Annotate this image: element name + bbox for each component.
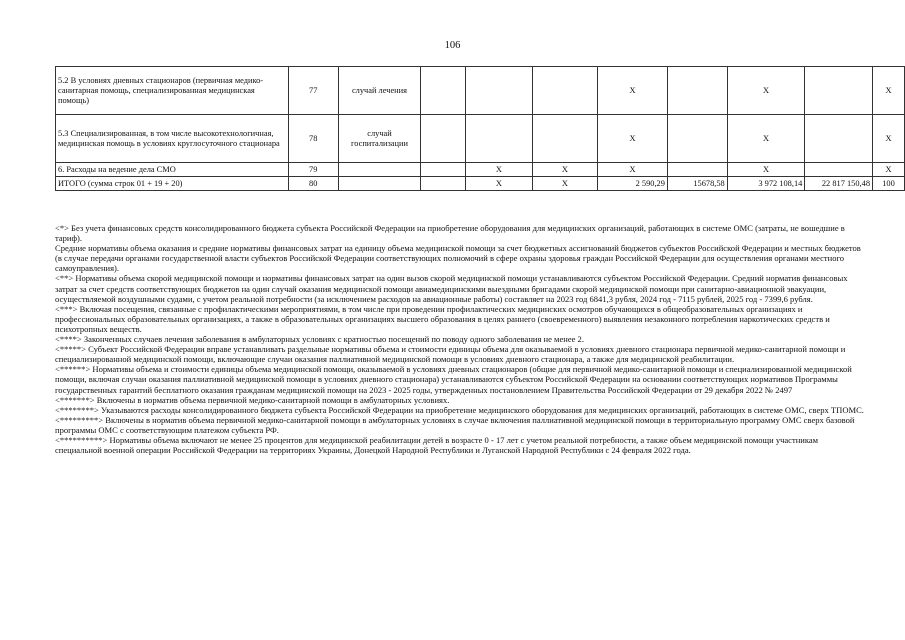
row-name: 5.3 Специализированная, в том числе высокотехнологичная, медицинская помощь в условиях круглосуточного стационара <box>56 115 289 163</box>
footnote: <***> Включая посещения, связанные с профилактическими мероприятиями, в том числе при проведении профилактических медицинских осмотров обучающихся в общеобразовательных организациях и профессиональных образовательных организациях, а также в образовательных организациях высшего образования в целях раннего (своевременного) выявления незаконного потребления наркотических средств и психотропных веществ. <box>55 303 830 334</box>
table-cell: X <box>466 163 533 177</box>
table-cell <box>421 163 466 177</box>
table-cell: 100 <box>873 177 905 191</box>
row-code: 78 <box>288 115 338 163</box>
table-cell: X <box>532 163 598 177</box>
row-unit: случай госпитализации <box>338 115 421 163</box>
table-cell <box>421 115 466 163</box>
table-cell <box>466 67 533 115</box>
footnote: <*********> Включены в норматив объема первичной медико-санитарной помощи в амбулаторных условиях в случае включения паллиативной медицинской помощи в территориальную программу ОМС сверх базовой программы ОМС с соответствующим платежом субъекта РФ. <box>55 414 855 435</box>
table-cell <box>667 163 727 177</box>
table-cell <box>421 67 466 115</box>
table-row <box>56 115 905 163</box>
footnote: Средние нормативы объема оказания и средние нормативы финансовых затрат на единицу объема медицинской помощи за счет бюджетных ассигнований бюджетов субъектов Российской Федерации и местных бюджетов (в случае передачи органами государственной власти субъектов Российской Федерации соответствующих полномочий в сфере охраны здоровья граждан Российской Федерации для осуществления органами местного самоуправления). <box>55 243 861 274</box>
row-name: 6. Расходы на ведение дела СМО <box>56 163 289 177</box>
row-code: 79 <box>288 163 338 177</box>
footnote: <*******> Включены в норматив объема первичной медико-санитарной помощи в амбулаторных условиях. <box>55 394 450 405</box>
row-code: 80 <box>288 177 338 191</box>
row-unit <box>338 163 421 177</box>
footnote: <**> Нормативы объема скорой медицинской помощи и нормативы финансовых затрат на один вызов скорой медицинской помощи устанавливаются субъектом Российской Федерации. Средний норматив финансовых затрат за счет средств соответствующих бюджетов на один случай оказания медицинской помощи авиамедицинскими выездными бригадами скорой медицинской помощи при санитарно-авиационной эвакуации, осуществляемой воздушными судами, с учетом реальной потребности (за исключением расходов на авиационные работы) составляет на 2023 год 6841,3 рубля, 2024 год - 7115 рублей, 2025 год - 7399,6 рубля. <box>55 273 848 304</box>
table-cell <box>805 115 873 163</box>
table-cell: X <box>727 163 805 177</box>
table-cell: X <box>466 177 533 191</box>
table-cell <box>805 67 873 115</box>
table-cell <box>532 115 598 163</box>
table-cell: 3 972 108,14 <box>727 177 805 191</box>
table-cell: X <box>873 115 905 163</box>
table-cell: X <box>873 163 905 177</box>
row-name: ИТОГО (сумма строк 01 + 19 + 20) <box>56 177 289 191</box>
table-cell <box>466 115 533 163</box>
footnote: <****> Законченных случаев лечения заболевания в амбулаторных условиях с кратностью посещений по поводу одного заболевания не менее 2. <box>55 334 584 345</box>
table-cell <box>667 67 727 115</box>
financing-table <box>55 66 905 191</box>
table-cell: X <box>873 67 905 115</box>
footnote: <********> Указываются расходы консолидированного бюджета субъекта Российской Федерации на приобретение медицинского оборудования для медицинских организаций, работающих в системе ОМС, сверх ТПОМС. <box>55 404 864 415</box>
table-cell: X <box>598 67 668 115</box>
table-row <box>56 163 905 177</box>
row-code: 77 <box>288 67 338 115</box>
table-cell: X <box>598 163 668 177</box>
footnote: <*> Без учета финансовых средств консолидированного бюджета субъекта Российской Федерации на приобретение оборудования для медицинских организаций, работающих в системе ОМС (затраты, не вошедшие в тариф). <box>55 223 845 244</box>
row-name: 5.2 В условиях дневных стационаров (первичная медико-санитарная помощь, специализированная медицинская помощь) <box>56 67 289 115</box>
footnote: <**********> Нормативы объема включают не менее 25 процентов для медицинской реабилитации детей в возрасте 0 - 17 лет с учетом реальной потребности, а также объем медицинской помощи участникам специальной военной операции Российской Федерации на территориях Украины, Донецкой Народной Республики и Луганской Народной Республики с 24 февраля 2022 года. <box>55 434 819 456</box>
table-cell: 22 817 150,48 <box>805 177 873 191</box>
table-cell <box>421 177 466 191</box>
row-unit <box>338 177 421 191</box>
footnote: <******> Нормативы объема и стоимости единицы объема медицинской помощи, оказываемой в условиях дневных стационаров (общие для первичной медико-санитарной помощи и специализированной медицинской помощи, включая случаи оказания паллиативной медицинской помощи в условиях дневного стационара) устанавливаются субъектом Российской Федерации на основании соответствующих нормативов Программы государственных гарантий бесплатного оказания гражданам медицинской помощи на 2023 - 2025 годы, утвержденных постановлением Правительства Российской Федерации от 29 декабря 2022 № 2497 <box>55 364 852 395</box>
table-cell: X <box>727 67 805 115</box>
table-cell <box>667 115 727 163</box>
table-row <box>56 67 905 115</box>
row-unit: случай лечения <box>338 67 421 115</box>
table-cell: 15678,58 <box>667 177 727 191</box>
table-cell: 2 590,29 <box>598 177 668 191</box>
table-row <box>56 177 905 191</box>
page-number: 106 <box>444 40 461 51</box>
footnotes <box>55 223 865 455</box>
table-cell: X <box>598 115 668 163</box>
footnote: <*****> Субъект Российской Федерации вправе устанавливать раздельные нормативы объема и стоимости единицы объема для оказываемой в условиях дневного стационара первичной медико-санитарной помощи и специализированной медицинской помощи, включающие случаи оказания паллиативной медицинской помощи в условиях дневного стационара, а также для медицинской реабилитации. <box>55 344 846 365</box>
table-cell: X <box>532 177 598 191</box>
table-cell: X <box>727 115 805 163</box>
table-cell <box>805 163 873 177</box>
table-cell <box>532 67 598 115</box>
